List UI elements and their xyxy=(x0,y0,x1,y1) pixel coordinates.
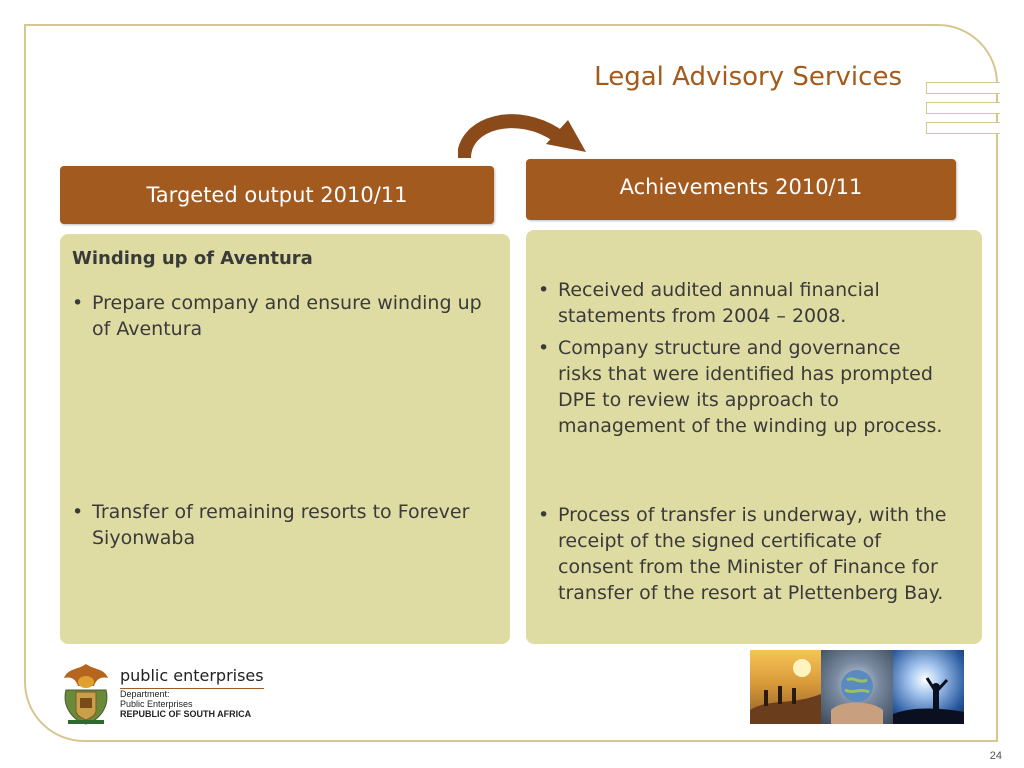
brand-name: public enterprises xyxy=(120,666,264,689)
dept-line: REPUBLIC OF SOUTH AFRICA xyxy=(120,709,252,719)
achievements-panel xyxy=(526,230,982,644)
list-item: • Transfer of remaining resorts to Forever Siyonwaba xyxy=(72,501,470,549)
sunburst-silhouette-photo xyxy=(893,650,964,724)
list-item: • Prepare company and ensure winding up of Aventura xyxy=(72,292,482,340)
desert-hikers-photo xyxy=(750,650,821,724)
list-item: • Company structure and governance risks that were identified has prompted DPE to review its approach to management of the winding up process. xyxy=(538,337,943,437)
dept-line: Department: xyxy=(120,689,170,699)
achievements-header: Achievements 2010/11 xyxy=(526,159,956,220)
slide-title: Legal Advisory Services xyxy=(594,62,902,92)
list-item: • Process of transfer is underway, with the receipt of the signed certificate of consent from the Minister of Finance for transfer of the resort at Plettenberg Bay. xyxy=(538,504,947,604)
globe-hands-photo xyxy=(821,650,892,724)
targeted-output-header: Targeted output 2010/11 xyxy=(60,166,494,224)
decorative-lines xyxy=(926,82,1000,142)
targeted-output-panel xyxy=(60,234,510,644)
list-item: • Received audited annual financial statements from 2004 – 2008. xyxy=(538,279,880,327)
coat-of-arms-icon xyxy=(58,660,114,728)
curved-arrow-icon xyxy=(458,112,588,162)
panel-subheading: Winding up of Aventura xyxy=(72,248,313,269)
page-number: 24 xyxy=(989,750,1002,762)
brand-block xyxy=(120,666,264,719)
photo-strip xyxy=(750,650,964,724)
dept-line: Public Enterprises xyxy=(120,699,193,709)
